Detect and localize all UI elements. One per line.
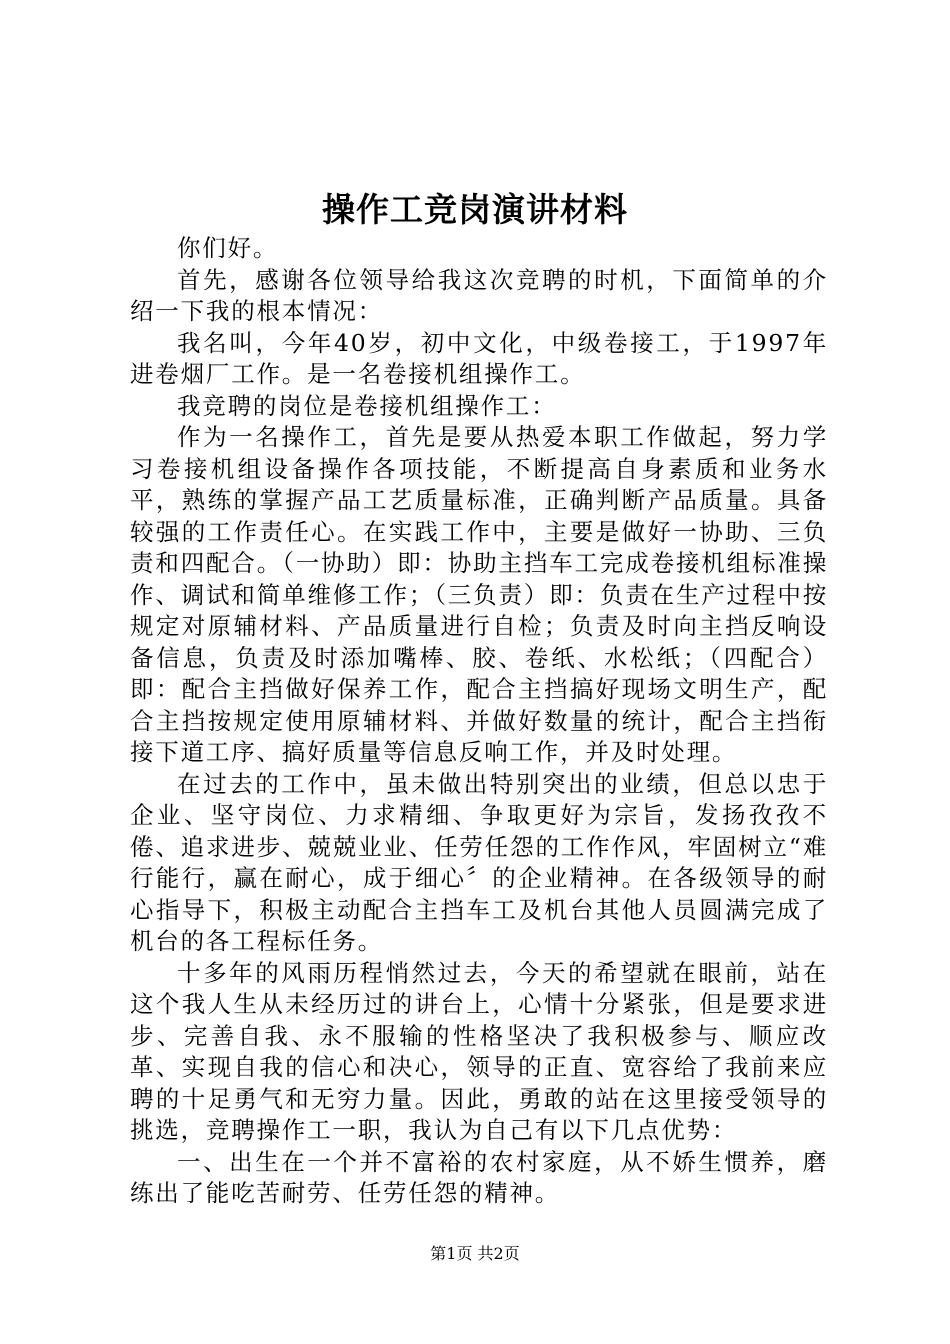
document-title: 操作工竞岗演讲材料 [322,190,628,229]
paragraph-intro: 首先，感谢各位领导给我这次竞聘的时机，下面简单的介绍一下我的根本情况： [130,265,828,325]
paragraph-self-info: 我名叫，今年40岁，初中文化，中级卷接工，于1997年进卷烟厂工作。是一名卷接机组操作工。 [130,328,828,388]
paragraph-duties: 作为一名操作工，首先是要从热爱本职工作做起，努力学习卷接机组设备操作各项技能，不断提高自身素质和业务水平，熟练的掌握产品工艺质量标准，正确判断产品质量。具备较强的工作责任心。在实践工作中，主要是做好一协助、三负责和四配合。（一协助）即：协助主挡车工完成卷接机组标准操作、调试和简单维修工作；（三负责）即：负责在生产过程中按规定对原辅材料、产品质量进行自检；负责及时向主挡反响设备信息，负责及时添加嘴棒、胶、卷纸、水松纸；（四配合）即：配合主挡做好保养工作，配合主挡搞好现场文明生产，配合主挡按规定使用原辅材料、并做好数量的统计，配合主挡衔接下道工序、搞好质量等信息反响工作，并及时处理。 [130,423,828,766]
paragraph-past-work: 在过去的工作中，虽未做出特别突出的业绩，但总以忠于企业、坚守岗位、力求精细、争取更好为宗旨，发扬孜孜不倦、追求进步、兢兢业业、任劳任怨的工作作风，牢固树立“难行能行，赢在耐心，成于细心〞的企业精神。在各级领导的耐心指导下，积极主动配合主挡车工及机台其他人员圆满完成了机台的各工程标任务。 [130,769,828,955]
paragraph-motivation: 十多年的风雨历程悄然过去，今天的希望就在眼前，站在这个我人生从未经历过的讲台上，心情十分紧张，但是要求进步、完善自我、永不服输的性格坚决了我积极参与、顺应改革、实现自我的信心和决心，领导的正直、宽容给了我前来应聘的十足勇气和无穷力量。因此，勇敢的站在这里接受领导的挑选，竞聘操作工一职，我认为自己有以下几点优势： [130,958,828,1144]
paragraph-greeting: 你们好。 [177,234,279,262]
page-number-footer: 第1页 共2页 [430,1244,520,1263]
paragraph-position: 我竞聘的岗位是卷接机组操作工： [177,391,557,420]
document-body [130,233,828,1210]
paragraph-advantage-one: 一、出生在一个并不富裕的农村家庭，从不娇生惯养，磨练出了能吃苦耐劳、任劳任怨的精神。 [130,1147,828,1207]
